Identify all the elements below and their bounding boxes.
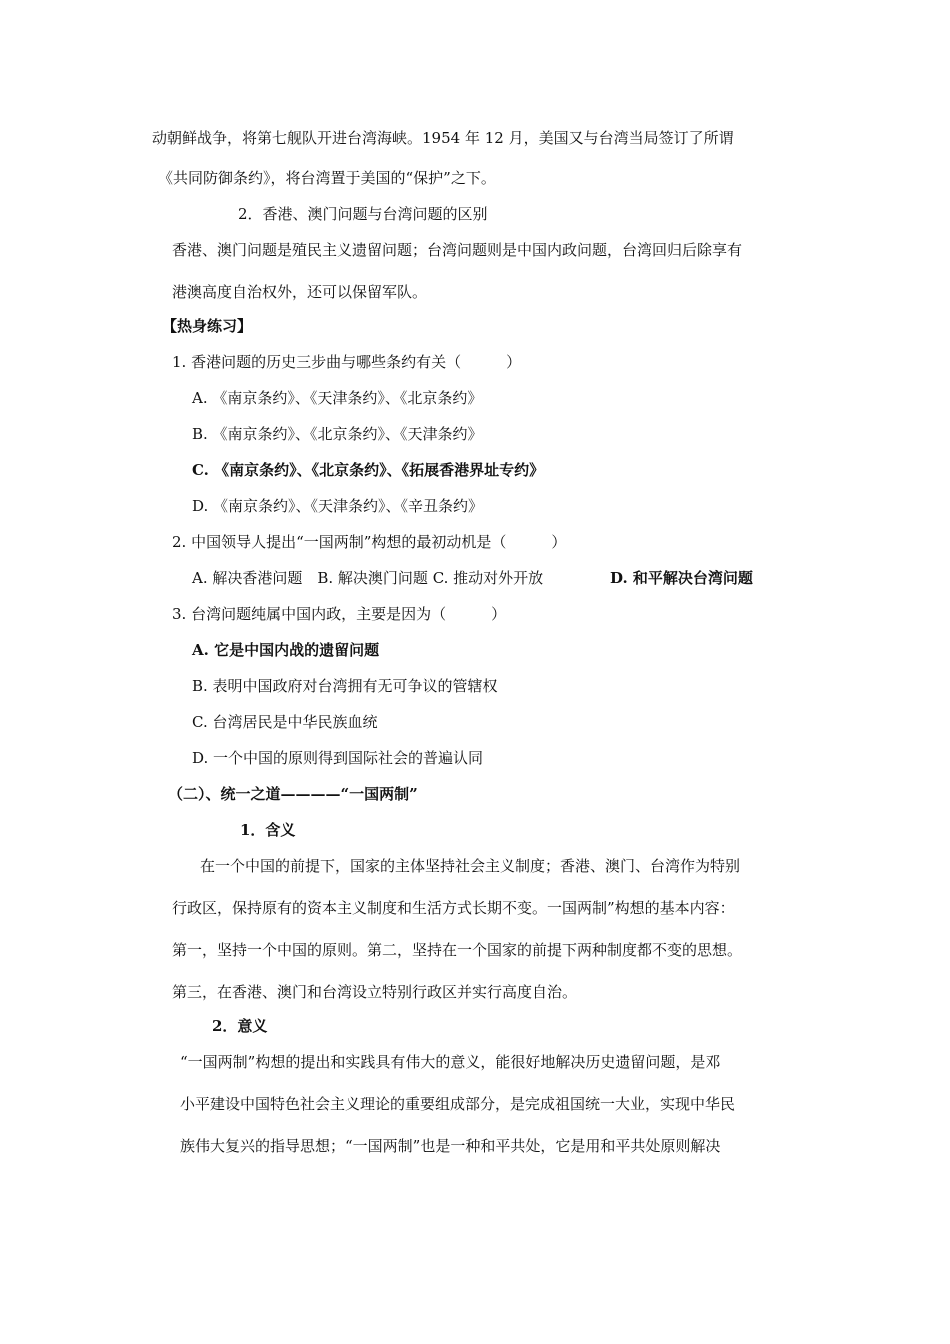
meaning-line-3: 第一，坚持一个中国的原则。第二，坚持在一个国家的前提下两种制度都不变的思想。 — [172, 941, 743, 959]
q1-option-c-answer: C. 《南京条约》、《北京条约》、《拓展香港界址专约》 — [192, 461, 545, 479]
q2-option-d-answer: D. 和平解决台湾问题 — [610, 569, 753, 587]
q1-option-a: A. 《南京条约》、《天津条约》、《北京条约》 — [192, 389, 483, 407]
significance-line-3: 族伟大复兴的指导思想；“一国两制”也是一种和平共处，它是用和平共处原则解决 — [180, 1137, 721, 1155]
q1-stem: 1. 香港问题的历史三步曲与哪些条约有关（ ） — [172, 353, 522, 371]
q1-option-b: B. 《南京条约》、《北京条约》、《天津条约》 — [192, 425, 483, 443]
q2-options: A. 解决香港问题 B. 解决澳门问题 C. 推动对外开放 — [192, 569, 544, 587]
q3-option-a-answer: A. 它是中国内战的遗留问题 — [192, 641, 380, 659]
difference-heading: 2．香港、澳门问题与台湾问题的区别 — [238, 205, 488, 223]
meaning-heading: 1．含义 — [240, 821, 296, 839]
meaning-line-1: 在一个中国的前提下，国家的主体坚持社会主义制度；香港、澳门、台湾作为特别 — [200, 857, 741, 875]
q3-option-c: C. 台湾居民是中华民族血统 — [192, 713, 378, 731]
intro-line-2: 《共同防御条约》，将台湾置于美国的“保护”之下。 — [158, 169, 496, 187]
meaning-line-2: 行政区，保持原有的资本主义制度和生活方式长期不变。一国两制”构想的基本内容： — [172, 899, 735, 917]
q2-stem: 2. 中国领导人提出“一国两制”构想的最初动机是（ ） — [172, 533, 567, 551]
meaning-line-4: 第三，在香港、澳门和台湾设立特别行政区并实行高度自治。 — [172, 983, 578, 1001]
significance-heading: 2．意义 — [212, 1017, 268, 1035]
q3-option-b: B. 表明中国政府对台湾拥有无可争议的管辖权 — [192, 677, 498, 695]
q3-stem: 3. 台湾问题纯属中国内政，主要是因为（ ） — [172, 605, 507, 623]
significance-line-1: “一国两制”构想的提出和实践具有伟大的意义，能很好地解决历史遗留问题，是邓 — [180, 1053, 721, 1071]
q3-option-d: D. 一个中国的原则得到国际社会的普遍认同 — [192, 749, 484, 767]
q1-option-d: D. 《南京条约》、《天津条约》、《辛丑条约》 — [192, 497, 484, 515]
significance-line-2: 小平建设中国特色社会主义理论的重要组成部分，是完成祖国统一大业，实现中华民 — [180, 1095, 736, 1113]
intro-line-1: 动朝鲜战争，将第七舰队开进台湾海峡。1954 年 12 月，美国又与台湾当局签订了所谓 — [152, 129, 734, 147]
difference-line-2: 港澳高度自治权外，还可以保留军队。 — [172, 283, 428, 301]
difference-line-1: 香港、澳门问题是殖民主义遗留问题；台湾问题则是中国内政问题，台湾回归后除享有 — [172, 241, 743, 259]
section-two-heading: （二）、统一之道————“一国两制” — [168, 785, 418, 803]
warmup-title: 【热身练习】 — [162, 317, 253, 335]
